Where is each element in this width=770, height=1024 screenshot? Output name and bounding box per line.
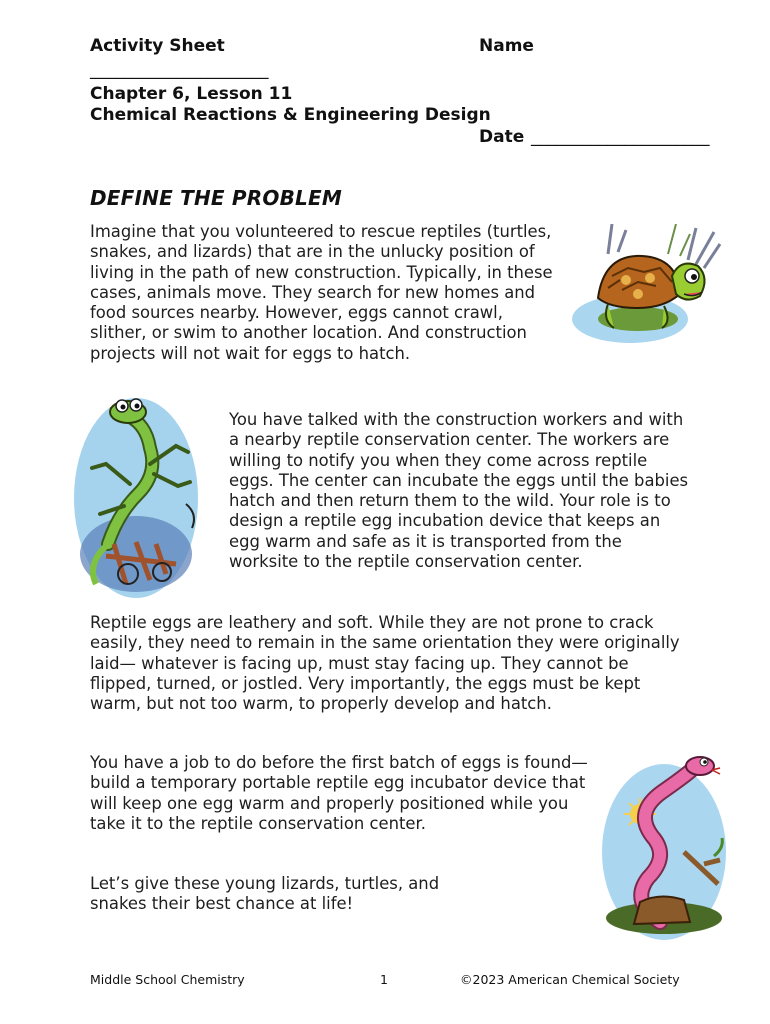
lesson-title: Chemical Reactions & Engineering Design <box>90 105 491 125</box>
paragraph-role: You have talked with the construction workers and with a nearby reptile conservation center. The workers are willing to notify you when they come across reptile eggs. The center can incubate the eggs until the babies hatch and then return them to the wild. Your role is to design a reptile egg incubation device that keeps an egg warm and safe as it is transported from the worksite to the reptile conservation center. <box>229 410 689 572</box>
name-label: Name <box>479 36 534 56</box>
page-number: 1 <box>380 972 388 987</box>
section-title: DEFINE THE PROBLEM <box>90 186 342 210</box>
paragraph-egg-care: Reptile eggs are leathery and soft. While they are not prone to crack easily, they need to remain in the same orientation they were originally laid— whatever is facing up, must stay facing up. They cannot be flipped, turned, or jostled. Very importantly, the eggs must be kept warm, but not too warm, to properly develop and hatch. <box>90 613 680 714</box>
date-label: Date <box>479 127 525 147</box>
footer-copyright: ©2023 American Chemical Society <box>460 972 680 987</box>
snake-illustration <box>600 752 728 942</box>
activity-sheet-label: Activity Sheet <box>90 36 225 56</box>
chapter-label: Chapter 6, Lesson 11 <box>90 84 293 104</box>
footer-course: Middle School Chemistry <box>90 972 245 987</box>
date-line[interactable]: _____________________ <box>531 127 710 147</box>
lizard-illustration <box>66 394 216 602</box>
paragraph-intro: Imagine that you volunteered to rescue reptiles (turtles, snakes, and lizards) that are in the unlucky position of living in the path of new construction. Typically, in these cases, animals move. They search for new homes and food sources nearby. However, eggs cannot crawl, slither, or swim to another location. And construction projects will not wait for eggs to hatch. <box>90 222 553 363</box>
paragraph-closing: Let’s give these young lizards, turtles, and snakes their best chance at life! <box>90 874 440 914</box>
name-line[interactable]: _____________________ <box>90 60 269 80</box>
paragraph-job: You have a job to do before the first batch of eggs is found—build a temporary portable reptile egg incubator device that will keep one egg warm and properly positioned while you take it to the reptile conservation center. <box>90 753 588 833</box>
turtle-illustration <box>568 224 724 350</box>
